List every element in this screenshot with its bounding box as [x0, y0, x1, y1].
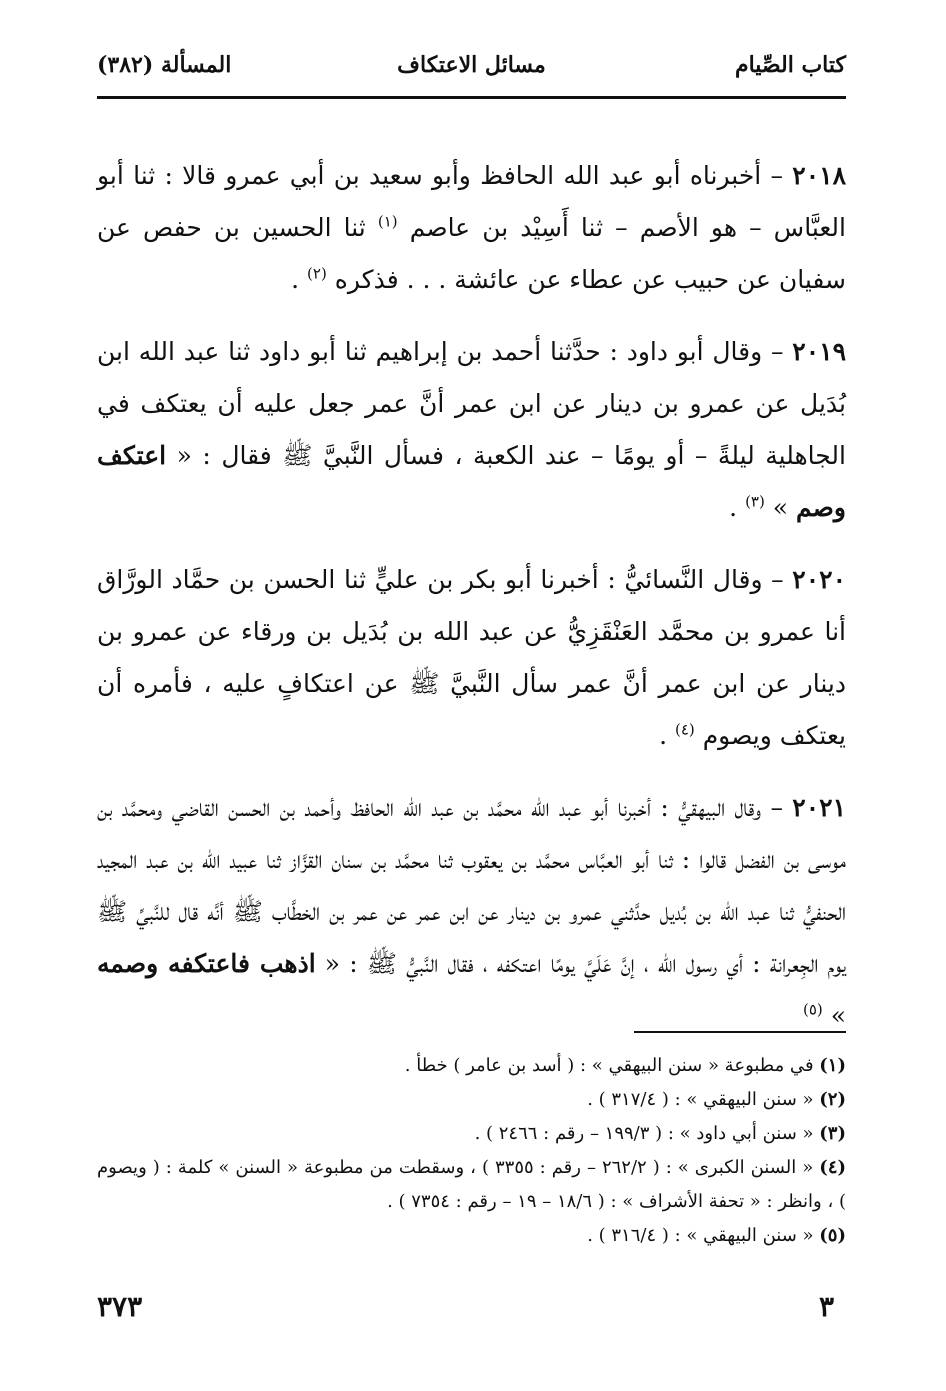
footnote-divider: [634, 1031, 846, 1033]
hadith-text: – وقال أبو داود : حدَّثنا أحمد بن إبراهيم ثنا أبو داود ثنا عبد الله ابن بُدَيل عن عمرو بن دينار عن ابن عمر أنَّ عمر جعل عليه أن يعتكف في الجاهلية ليلةً – أو يومًا – عند الكعبة ، فسأل النَّبيَّ ﷺ فقال : «: [97, 337, 846, 470]
chapter-title: مسائل الاعتكاف: [397, 52, 546, 78]
hadith-text: – وقال النَّسائيُّ : أخبرنا أبو بكر بن عليٍّ ثنا الحسن بن حمَّاد الورَّاق أنا عمرو بن محمَّد العَنْقَزِيُّ عن عبد الله بن بُدَيل بن ورقاء عن عمرو بن دينار عن ابن عمر أنَّ عمر سأل النَّبيَّ ﷺ عن اعتكافٍ عليه ، فأمره أن يعتكف ويصوم: [97, 565, 846, 750]
footnote-ref: (٥): [802, 1000, 823, 1019]
volume-number: ٣: [818, 1290, 834, 1323]
footnote-number: (١): [819, 1055, 846, 1076]
footnote-number: (٥): [819, 1225, 846, 1246]
hadith-2019: [97, 326, 846, 534]
hadith-2018: [97, 150, 846, 306]
footnote-number: (٣): [819, 1123, 846, 1144]
hadith-number: ٢٠١٨: [792, 161, 846, 190]
hadith-text: – أخبرناه أبو عبد الله الحافظ وأبو سعيد بن أبي عمرو قالا : ثنا أبو العبَّاس – هو الأصم – ثنا أَسِيْد بن عاصم: [97, 161, 846, 242]
footnote-text: في مطبوعة « سنن البيهقي » : ( أسد بن عامر ) خطأ .: [404, 1055, 820, 1076]
footnote-ref: (٣): [745, 492, 765, 511]
footnote-text: « سنن أبي داود » : ( ١٩٩/٣ – رقم : ٢٤٦٦ ) .: [474, 1123, 820, 1144]
hadith-text: »: [764, 493, 797, 522]
footnote-number: (٤): [819, 1157, 847, 1178]
footnote-item: [97, 1049, 846, 1083]
prophetic-quote: اعتكف وصم: [97, 441, 846, 522]
hadith-text: »: [822, 1001, 846, 1030]
footnote-number: (٢): [819, 1089, 846, 1110]
prophetic-quote: اذهب فاعتكفه وصمه: [97, 949, 316, 978]
footnote-item: [97, 1117, 846, 1151]
hadith-text: ثنا الحسين بن حفص عن سفيان عن حبيب عن عطاء عن عائشة . . . فذكره: [97, 213, 846, 294]
main-text: [97, 150, 846, 1062]
hadith-text: .: [659, 721, 675, 750]
page-number: ٣٧٣: [97, 1290, 143, 1323]
running-header: [97, 52, 846, 92]
footnote-ref: (٢): [307, 264, 327, 283]
page-footer: [97, 1290, 846, 1330]
footnote-ref: (١): [377, 212, 398, 231]
footnote-text: « سنن البيهقي » : ( ٣١٦/٤ ) .: [587, 1225, 820, 1246]
hadith-text: – وقال البيهقيُّ : أخبرنا أبو عبد الله محمَّد بن عبد الله الحافظ وأحمد بن الحسن القاضي ومحمَّد بن موسى بن الفضل قالوا : ثنا أبو العبَّاس محمَّد بن يعقوب ثنا محمَّد بن سنان القزَّاز ثنا عبيد الله بن عبد المجيد الحنفيُّ ثنا عبد الله بن بُديل حدَّثني عمرو بن دينار عن ابن عمر عن عمر بن الخطَّاب ﷺ أنَّه قال للنَّبيِّ ﷺ يوم الجِعرانة : أي رسول الله ، إنَّ عَلَيَّ يومًا اعتكفه ، فقال النَّبيُّ ﷺ : «: [97, 793, 847, 978]
hadith-number: ٢٠٢١: [792, 793, 846, 822]
hadith-text: .: [291, 265, 308, 294]
footnote-item: [97, 1219, 846, 1253]
footnotes: [97, 1049, 846, 1253]
hadith-2021: [97, 782, 846, 1042]
footnote-item: [97, 1083, 846, 1117]
footnote-text: « سنن البيهقي » : ( ٣١٧/٤ ) .: [587, 1089, 820, 1110]
footnote-ref: (٤): [674, 720, 695, 739]
header-divider: [97, 96, 846, 99]
hadith-number: ٢٠١٩: [792, 337, 846, 366]
hadith-2020: [97, 554, 846, 762]
hadith-text: .: [729, 493, 746, 522]
issue-number: المسألة (٣٨٢): [97, 52, 232, 78]
book-title: كتاب الصِّيام: [734, 52, 846, 78]
footnote-text: « السنن الكبرى » : ( ٢٦٢/٢ – رقم : ٣٣٥٥ ) ، وسقطت من مطبوعة « السنن » كلمة : ( ويصوم ) ، وانظر : « تحفة الأشراف » : ( ١٨/٦ – ١٩ – رقم : ٧٣٥٤ ) .: [97, 1157, 846, 1212]
footnote-item: [97, 1151, 846, 1219]
hadith-number: ٢٠٢٠: [792, 565, 846, 594]
